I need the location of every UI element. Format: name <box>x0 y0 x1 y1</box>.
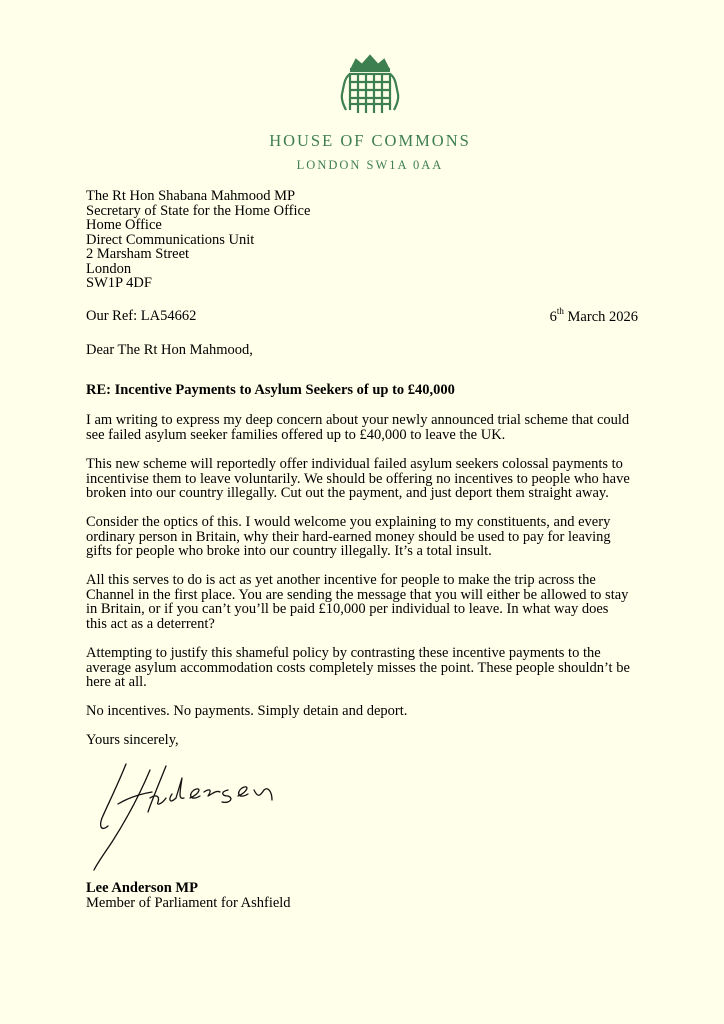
recipient-line: Direct Communications Unit <box>86 232 255 248</box>
recipient-line: 2 Marsham Street <box>86 246 190 262</box>
subject-line: RE: Incentive Payments to Asylum Seekers of up to £40,000 <box>86 382 455 398</box>
recipient-line: SW1P 4DF <box>86 275 152 291</box>
letterhead-title: HOUSE OF COMMONS <box>269 131 471 150</box>
body-paragraph: This new scheme will reportedly offer individual failed asylum seekers colossal payments to incentivise them to leave voluntarily. We should be offering no incentives to people who have broken into our country illegally. Cut out the payment, and just deport them straight away. <box>86 456 630 502</box>
body-paragraph: I am writing to express my deep concern about your newly announced trial scheme that could see failed asylum seeker families offered up to £40,000 to leave the UK. <box>86 412 630 443</box>
closing: Yours sincerely, <box>86 732 179 748</box>
signatory-title: Member of Parliament for Ashfield <box>86 895 291 911</box>
body-paragraph: No incentives. No payments. Simply detain and deport. <box>86 703 408 719</box>
body-paragraph: Consider the optics of this. I would welcome you explaining to my constituents, and every ordinary person in Britain, why their hard-earned money should be used to pay for leaving gifts for people who broke into our country illegally. It’s a total insult. <box>86 514 611 560</box>
salutation: Dear The Rt Hon Mahmood, <box>86 342 253 358</box>
recipient-line: The Rt Hon Shabana Mahmood MP <box>86 188 296 204</box>
body-paragraph: Attempting to justify this shameful policy by contrasting these incentive payments to the average asylum accommodation costs completely misses the point. These people shouldn’t be here at all. <box>86 645 630 691</box>
handwritten-signature <box>88 760 308 872</box>
recipient-line: London <box>86 261 132 277</box>
portcullis-crest-icon <box>340 52 400 116</box>
letter-date: 6th March 2026 <box>549 306 638 325</box>
recipient-line: Home Office <box>86 217 162 233</box>
our-reference: Our Ref: LA54662 <box>86 308 197 324</box>
signatory-name: Lee Anderson MP <box>86 880 198 896</box>
recipient-line: Secretary of State for the Home Office <box>86 203 311 219</box>
letterhead-address: LONDON SW1A 0AA <box>296 158 444 172</box>
body-paragraph: All this serves to do is act as yet another incentive for people to make the trip across the Channel in the first place. You are sending the message that you will either be allowed to stay in Britain, or if you can’t you’ll be paid £10,000 per individual to leave. In what way does this act as a deterrent? <box>86 572 629 632</box>
